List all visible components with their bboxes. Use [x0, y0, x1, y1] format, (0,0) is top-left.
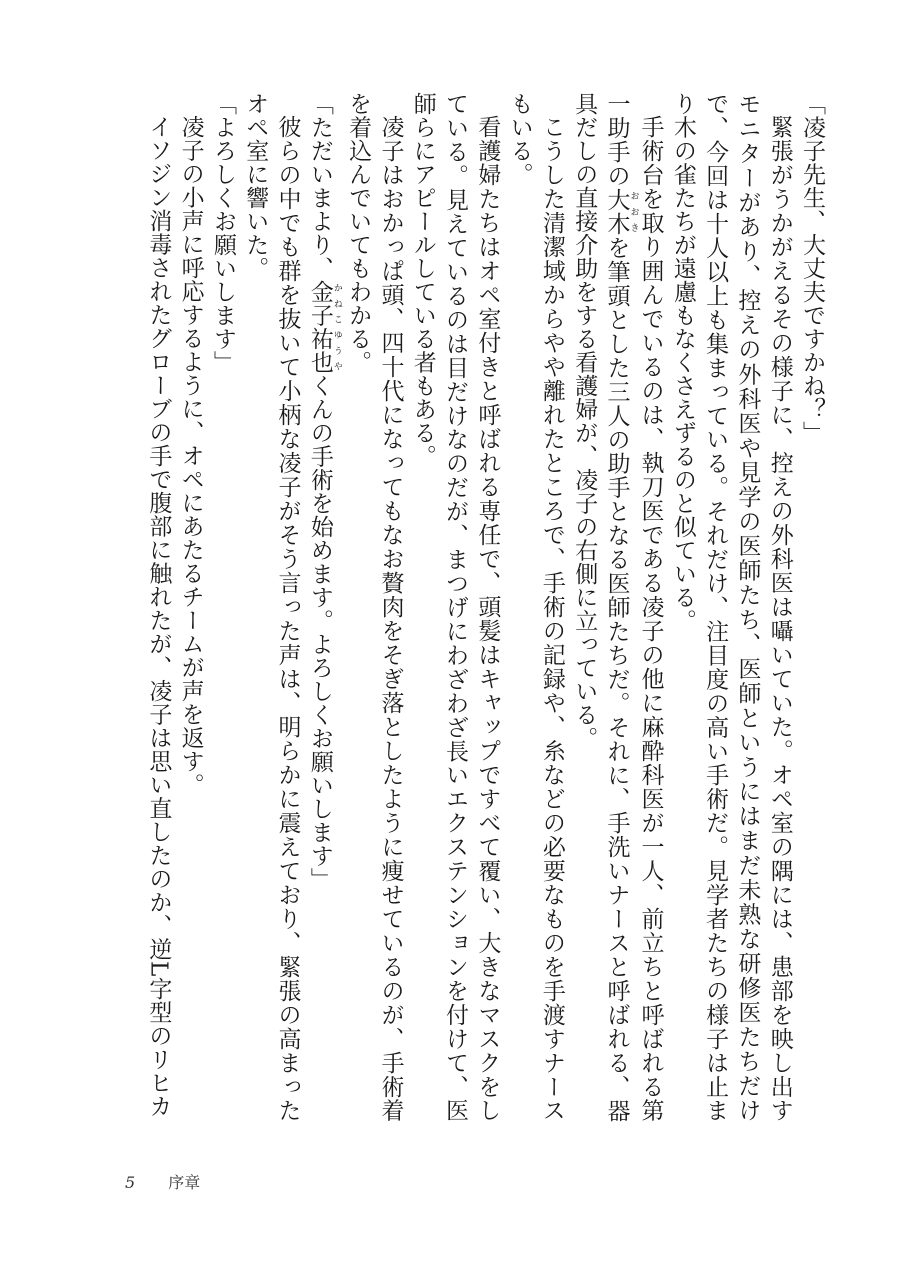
- ruby-reading: かねこ: [331, 280, 342, 327]
- text-run: こうした清潔域からやや離れたところで、手術の記録や、糸などの必要なものを手渡すナースもいる。: [506, 92, 565, 1122]
- text-run: を筆頭とした三人の助手となる医師たちだ。それに、手洗いナースと呼ばれる、器具だしの直接介助をする看護婦が、凌子の右側に立っている。: [571, 92, 630, 1122]
- ruby-base: 大木: [603, 187, 630, 236]
- text-run: 「凌子先生、大丈夫ですかね？」: [799, 92, 825, 445]
- text-run: 「よろしくお願いします」: [209, 92, 236, 374]
- text-run: 凌子の小声に呼応するように、オペにあたるチームが声を返す。: [177, 115, 204, 797]
- text-run: 看護婦たちはオペ室付きと呼ばれる専任で、頭髪はキャップですべて覆い、大きなマスクをしている。見えているのは目だけなのだが、まつげにわざわざ長いエクステンションを付けて、医師らにアピールしている者もある。: [409, 92, 501, 1122]
- paragraph: [568, 92, 667, 1122]
- page-number: 5: [125, 1173, 136, 1192]
- text-run: 彼らの中でも群を抜いて小柄な凌子がそう言った声は、明らかに震えており、緊張の高まったオペ室に響いた。: [242, 92, 301, 1122]
- paragraph: [503, 92, 568, 1122]
- text-run: 緊張がうかがえるその様子に、控えの外科医は囁いていた。オペ室の隅には、患部を映し出すモニターがあり、控えの外科医や見学の医師たち、医師というにはまだ未熟な研修医たちだけで、今回は十人以上も集まっている。それだけ、注目度の高い手術だ。見学者たちの様子は止まり木の雀たちが遠慮もなくさえずるのと似ている。: [669, 92, 793, 1122]
- text-run: 「ただいまより、: [306, 92, 333, 280]
- ruby-base: 祐也: [306, 327, 333, 374]
- paragraph: [142, 92, 174, 1122]
- chapter-title: 序章: [168, 1173, 201, 1192]
- body-text: [68, 92, 828, 1122]
- ruby-reading: ゆうや: [331, 327, 342, 374]
- ruby-base: 金子: [306, 280, 333, 327]
- paragraph: [304, 92, 342, 1122]
- paragraph: [174, 92, 206, 1122]
- paragraph: [667, 92, 796, 1122]
- text-run: くんの手術を始めます。よろしくお願いします」: [306, 374, 333, 891]
- ruby-annotation: [603, 187, 639, 236]
- text-run: 手術台を取り囲んでいるのは、執刀医である凌子の他に麻酔科医が一人、前立ちと呼ばれる第一助手の: [603, 92, 664, 1122]
- ruby-reading: おおき: [628, 187, 639, 236]
- ruby-annotation: [306, 280, 342, 327]
- paragraph: [239, 92, 304, 1122]
- paragraph: [406, 92, 503, 1122]
- paragraph: [342, 92, 407, 1122]
- text-run: 凌子はおかっぱ頭、四十代になってもなお贅肉をそぎ落としたように痩せているのが、手術着を着込んでいてもわかる。: [345, 92, 404, 1122]
- paragraph: [207, 92, 239, 1122]
- page-footer: [125, 1170, 200, 1193]
- ruby-annotation: [306, 327, 342, 374]
- paragraph: [796, 92, 828, 1122]
- text-run: イソジン消毒されたグローブの手で腹部に触れたが、凌子は思い直したのか、逆L字型のリヒカ: [145, 115, 172, 1118]
